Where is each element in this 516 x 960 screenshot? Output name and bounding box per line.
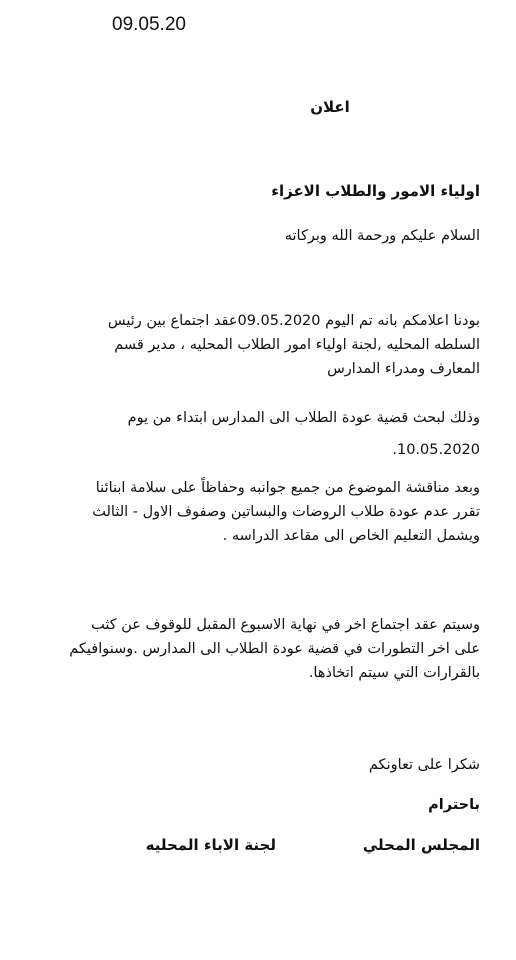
paragraph-line: 10.05.2020. (392, 442, 480, 458)
greeting-line: السلام عليكم ورحمة الله وبركاته (284, 228, 480, 244)
paragraph-line: وسيتم عقد اجتماع اخر في نهاية الاسبوع المقبل للوقوف عن كثب (91, 617, 480, 633)
thanks-line: شكرا على تعاونكم (368, 757, 480, 773)
paragraph-line: السلطه المحليه ,لجنة اولياء امور الطلاب المحليه ، مدير قسم (114, 337, 480, 353)
paragraph-meeting (60, 309, 480, 381)
signature-council: المجلس المحلي (362, 836, 480, 854)
paragraph-line: بالقرارات التي سيتم اتخاذها. (308, 665, 480, 681)
paragraph-line: ويشمل التعليم الخاص الى مقاعد الدراسه . (222, 528, 480, 544)
paragraph-line: وذلك لبحث قضية عودة الطلاب الى المدارس ابتداء من يوم (127, 410, 480, 426)
document-date: 09.05.20 (112, 14, 186, 35)
paragraph-line: المعارف ومدراء المدارس (327, 361, 480, 377)
paragraph-line: على اخر التطورات في قضية عودة الطلاب الى المدارس .وسنوافيكم (69, 641, 480, 657)
paragraph-line: وبعد مناقشة الموضوع من جميع جوانبه وحفاظاً على سلامة ابنائنا (95, 480, 480, 496)
addressee-line: اولياء الامور والطلاب الاعزاء (271, 182, 480, 200)
paragraph-next-meeting (60, 613, 480, 685)
regards-line: باحترام (428, 797, 480, 813)
document-title: اعلان (310, 98, 350, 116)
paragraph-line: بودنا اعلامكم بانه تم اليوم 09.05.2020عقد اجتماع بين رئيس (107, 313, 480, 329)
paragraph-purpose (60, 406, 480, 462)
paragraph-decision (60, 476, 480, 548)
paragraph-line: تقرر عدم عودة طلاب الروضات والبساتين وصفوف الاول - الثالث (92, 504, 480, 520)
signature-committee: لجنة الاباء المحليه (145, 836, 276, 854)
